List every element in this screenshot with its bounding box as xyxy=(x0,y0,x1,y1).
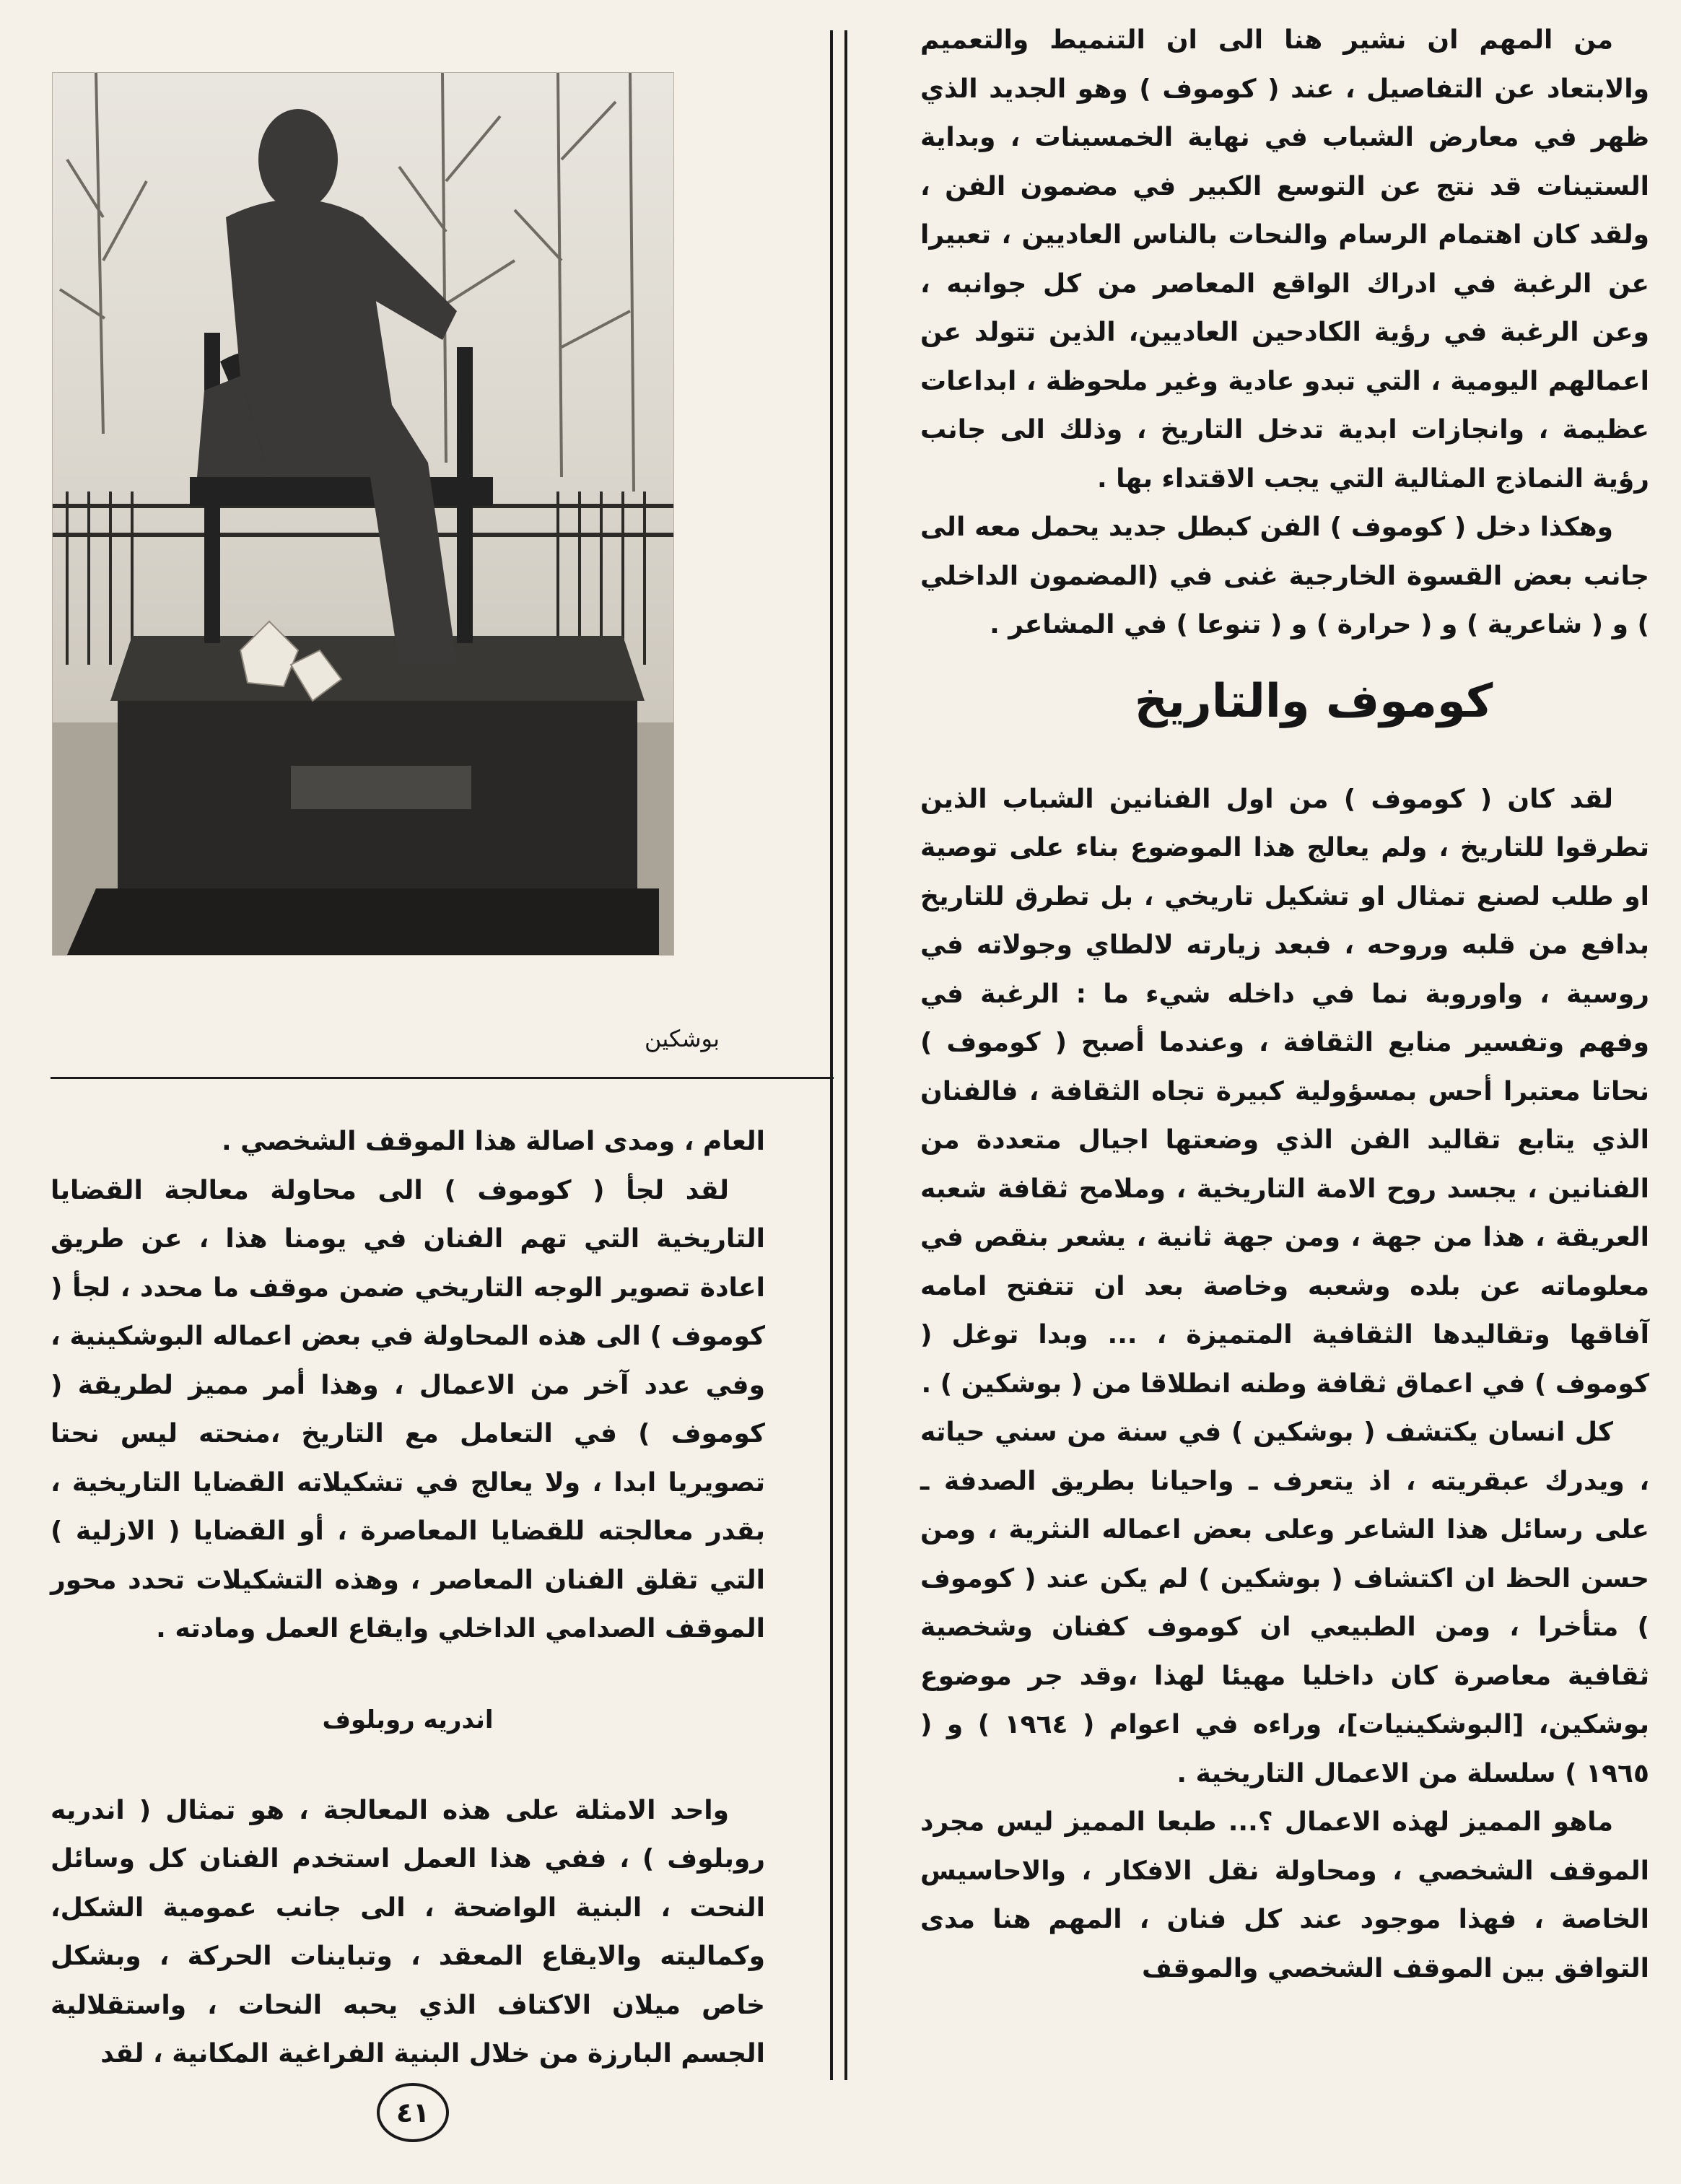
statue-photo xyxy=(52,72,674,956)
left-column xyxy=(51,1117,765,2079)
photo-bottom-rule xyxy=(51,1077,834,1079)
page-number: ٤١ xyxy=(377,2083,449,2142)
sub-heading: اندريه روبلوف xyxy=(322,1705,494,1734)
paragraph: لقد لجأ ( كوموف ) الى محاولة معالجة القضايا التاريخية التي تهم الفنان في يومنا هذا ، عن طريق اعادة تصوير الوجه التاريخي ضمن موقف ما محدد ، لجأ ( كوموف ) الى هذه المحاولة في بعض اعماله البوشكينية ، وفي عدد آخر من الاعمال ، وهذا أمر مميز لطريقة ( كوموف ) في التعامل مع التاريخ ،منحته ليس نحتا تصويريا ابدا ، ولا يعالج في تشكيلاته القضايا التاريخية ، بقدر معالجته للقضايا المعاصرة ، أو القضايا ( الازلية ) التي تقلق الفنان المعاصر ، وهذه التشكيلات تحدد محور الموقف الصدامي الداخلي وايقاع العمل ومادته . xyxy=(51,1175,765,1643)
column-divider-right xyxy=(844,30,847,2080)
column-divider-left xyxy=(830,30,833,2080)
paragraph: من المهم ان نشير هنا الى ان التنميط والتعميم والابتعاد عن التفاصيل ، عند ( كوموف ) وهو الجديد الذي ظهر في معارض الشباب في نهاية الخمسينات ، وبداية الستينات قد نتج عن التوسع الكبير في مضمون الفن ، ولقد كان اهتمام الرسام والنحات بالناس العاديين ، تعبيرا عن الرغبة في ادراك الواقع المعاصر من كل جوانبه ، وعن الرغبة في رؤية الكادحين العاديين، الذين تتولد عن اعمالهم اليومية ، التي تبدو عادية وغير ملحوظة ، ابداعات عظيمة ، وانجازات ابدية تدخل التاريخ ، وذلك الى جانب رؤية النماذج المثالية التي يجب الاقتداء بها . xyxy=(920,25,1649,494)
paragraph: كل انسان يكتشف ( بوشكين ) في سنة من سني حياته ، ويدرك عبقريته ، اذ يتعرف ـ واحيانا بطريق الصدفة ـ على رسائل هذا الشاعر وعلى بعض اعماله النثرية ، ومن حسن الحظ ان اكتشاف ( بوشكين ) لم يكن عند ( كوموف ) متأخرا ، ومن الطبيعي ان كوموف كفنان وشخصية ثقافية معاصرة كان داخليا مهيئا لهذا ،وقد جر موضوع بوشكين، [البوشكينيات]، وراءه في اعوام ( ١٩٦٤ ) و ( ١٩٦٥ ) سلسلة من الاعمال التاريخية . xyxy=(920,1418,1649,1788)
paragraph: وهكذا دخل ( كوموف ) الفن كبطل جديد يحمل معه الى جانب بعض القسوة الخارجية غنى في (المضمون الداخلي ) و ( شاعرية ) و ( حرارة ) و ( تنوعا ) في المشاعر . xyxy=(920,512,1649,639)
paragraph: واحد الامثلة على هذه المعالجة ، هو تمثال ( اندريه روبلوف ) ، ففي هذا العمل استخدم الفنان كل وسائل النحت ، البنية الواضحة ، الى جانب عمومية الشكل، وكماليته والايقاع المعقد ، وتباينات الحركة ، وبشكل خاص ميلان الاكتاف الذي يحبه النحات ، واستقلالية الجسم البارزة من خلال البنية الفراغية المكانية ، لقد xyxy=(51,1795,765,2069)
photo-caption: بوشكين xyxy=(645,1025,720,1052)
paragraph: العام ، ومدى اصالة هذا الموقف الشخصي . xyxy=(221,1127,765,1156)
right-column xyxy=(920,16,1649,1993)
paragraph: ماهو المميز لهذه الاعمال ؟... طبعا المميز ليس مجرد الموقف الشخصي ، ومحاولة نقل الافكار ، والاحاسيس الخاصة ، فهذا موجود عند كل فنان ، المهم هنا مدى التوافق بين الموقف الشخصي والموقف xyxy=(920,1807,1649,1983)
section-heading: كوموف والتاريخ xyxy=(1134,674,1493,728)
paragraph: لقد كان ( كوموف ) من اول الفنانين الشباب الذين تطرقوا للتاريخ ، ولم يعالج هذا الموضوع بناء على توصية او طلب لصنع تمثال او تشكيل تاريخي ، بل تطرق للتاريخ بدافع من قلبه وروحه ، فبعد زيارته لالطاي وجولاته في روسية ، واوروبة نما في داخله شيء ما : الرغبة في وفهم وتفسير منابع الثقافة ، وعندما أصبح ( كوموف ) نحاتا معتبرا أحس بمسؤولية كبيرة تجاه الثقافة ، فالفنان الذي يتابع تقاليد الفن الذي وضعتها اجيال متعددة من الفنانين ، يجسد روح الامة التاريخية ، وملامح ثقافة شعبه العريقة ، هذا من جهة ، ومن جهة ثانية ، يشعر بنقص في معلوماته عن بلده وشعبه وخاصة بعد ان تتفتح امامه آفاقها وتقاليدها الثقافية المتميزة ، ... وبدا توغل ( كوموف ) في اعماق ثقافة وطنه انطلاقا من ( بوشكين ) . xyxy=(920,784,1649,1399)
